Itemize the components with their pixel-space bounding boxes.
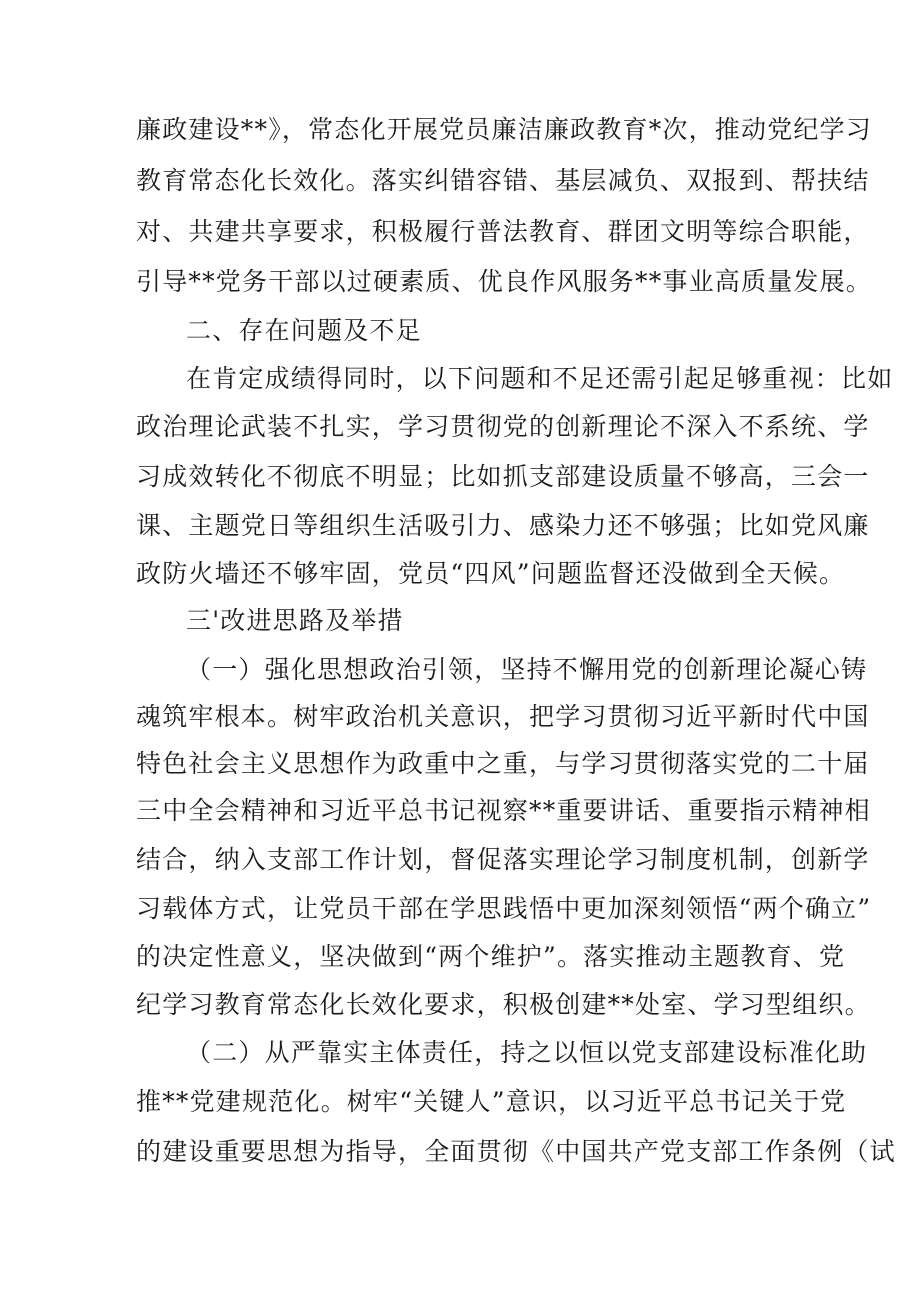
text-line: 在肯定成绩得同时，以下问题和不足还需引起足够重视：比如 bbox=[186, 364, 894, 393]
text-line: 纪学习教育常态化长效化要求，积极创建**处室、学习型组织。 bbox=[136, 990, 871, 1019]
text-line: 廉政建设**》，常态化开展党员廉洁廉政教育*次，推动党纪学习 bbox=[136, 115, 873, 144]
text-line: 课、主题党日等组织生活吸引力、感染力还不够强；比如党风廉 bbox=[136, 511, 870, 540]
text-line: 习成效转化不彻底不明显；比如抓支部建设质量不够高，三会一 bbox=[136, 462, 870, 491]
text-line: 对、共建共享要求，积极履行普法教育、群团文明等综合职能， bbox=[136, 217, 870, 246]
section-heading: 三'改进思路及举措 bbox=[186, 606, 404, 635]
text-line: 政防火墙还不够牢固，党员“四风”问题监督还没做到全天候。 bbox=[136, 559, 846, 588]
text-line: 三中全会精神和习近平总书记视察**重要讲话、重要指示精神相 bbox=[136, 796, 871, 825]
text-line: 的决定性意义，坚决做到“两个维护”。落实推动主题教育、党 bbox=[136, 942, 846, 971]
text-line: 的建设重要思想为指导，全面贯彻《中国共产党支部工作条例（试 bbox=[136, 1137, 896, 1166]
text-line: 结合，纳入支部工作计划，督促落实理论学习制度机制，创新学 bbox=[136, 845, 870, 874]
text-line: （二）从严靠实主体责任，持之以恒以党支部建设标准化助 bbox=[186, 1038, 868, 1067]
text-line: 习载体方式，让党员干部在学思践悟中更加深刻领悟“两个确立” bbox=[136, 894, 872, 923]
section-heading: 二、存在问题及不足 bbox=[186, 316, 422, 345]
text-line: 引导**党务干部以过硬素质、优良作风服务**事业高质量发展。 bbox=[136, 267, 873, 296]
text-line: 政治理论武装不扎实，学习贯彻党的创新理论不深入不系统、学 bbox=[136, 412, 870, 441]
text-line: 魂筑牢根本。树牢政治机关意识，把学习贯彻习近平新时代中国 bbox=[136, 702, 870, 731]
text-line: 推**党建规范化。树牢“关键人”意识，以习近平总书记关于党 bbox=[136, 1087, 847, 1116]
text-line: 特色社会主义思想作为政重中之重，与学习贯彻落实党的二十届 bbox=[136, 749, 870, 778]
text-line: 教育常态化长效化。落实纠错容错、基层减负、双报到、帮扶结 bbox=[136, 166, 870, 195]
text-line: （一）强化思想政治引领，坚持不懈用党的创新理论凝心铸 bbox=[186, 655, 868, 684]
